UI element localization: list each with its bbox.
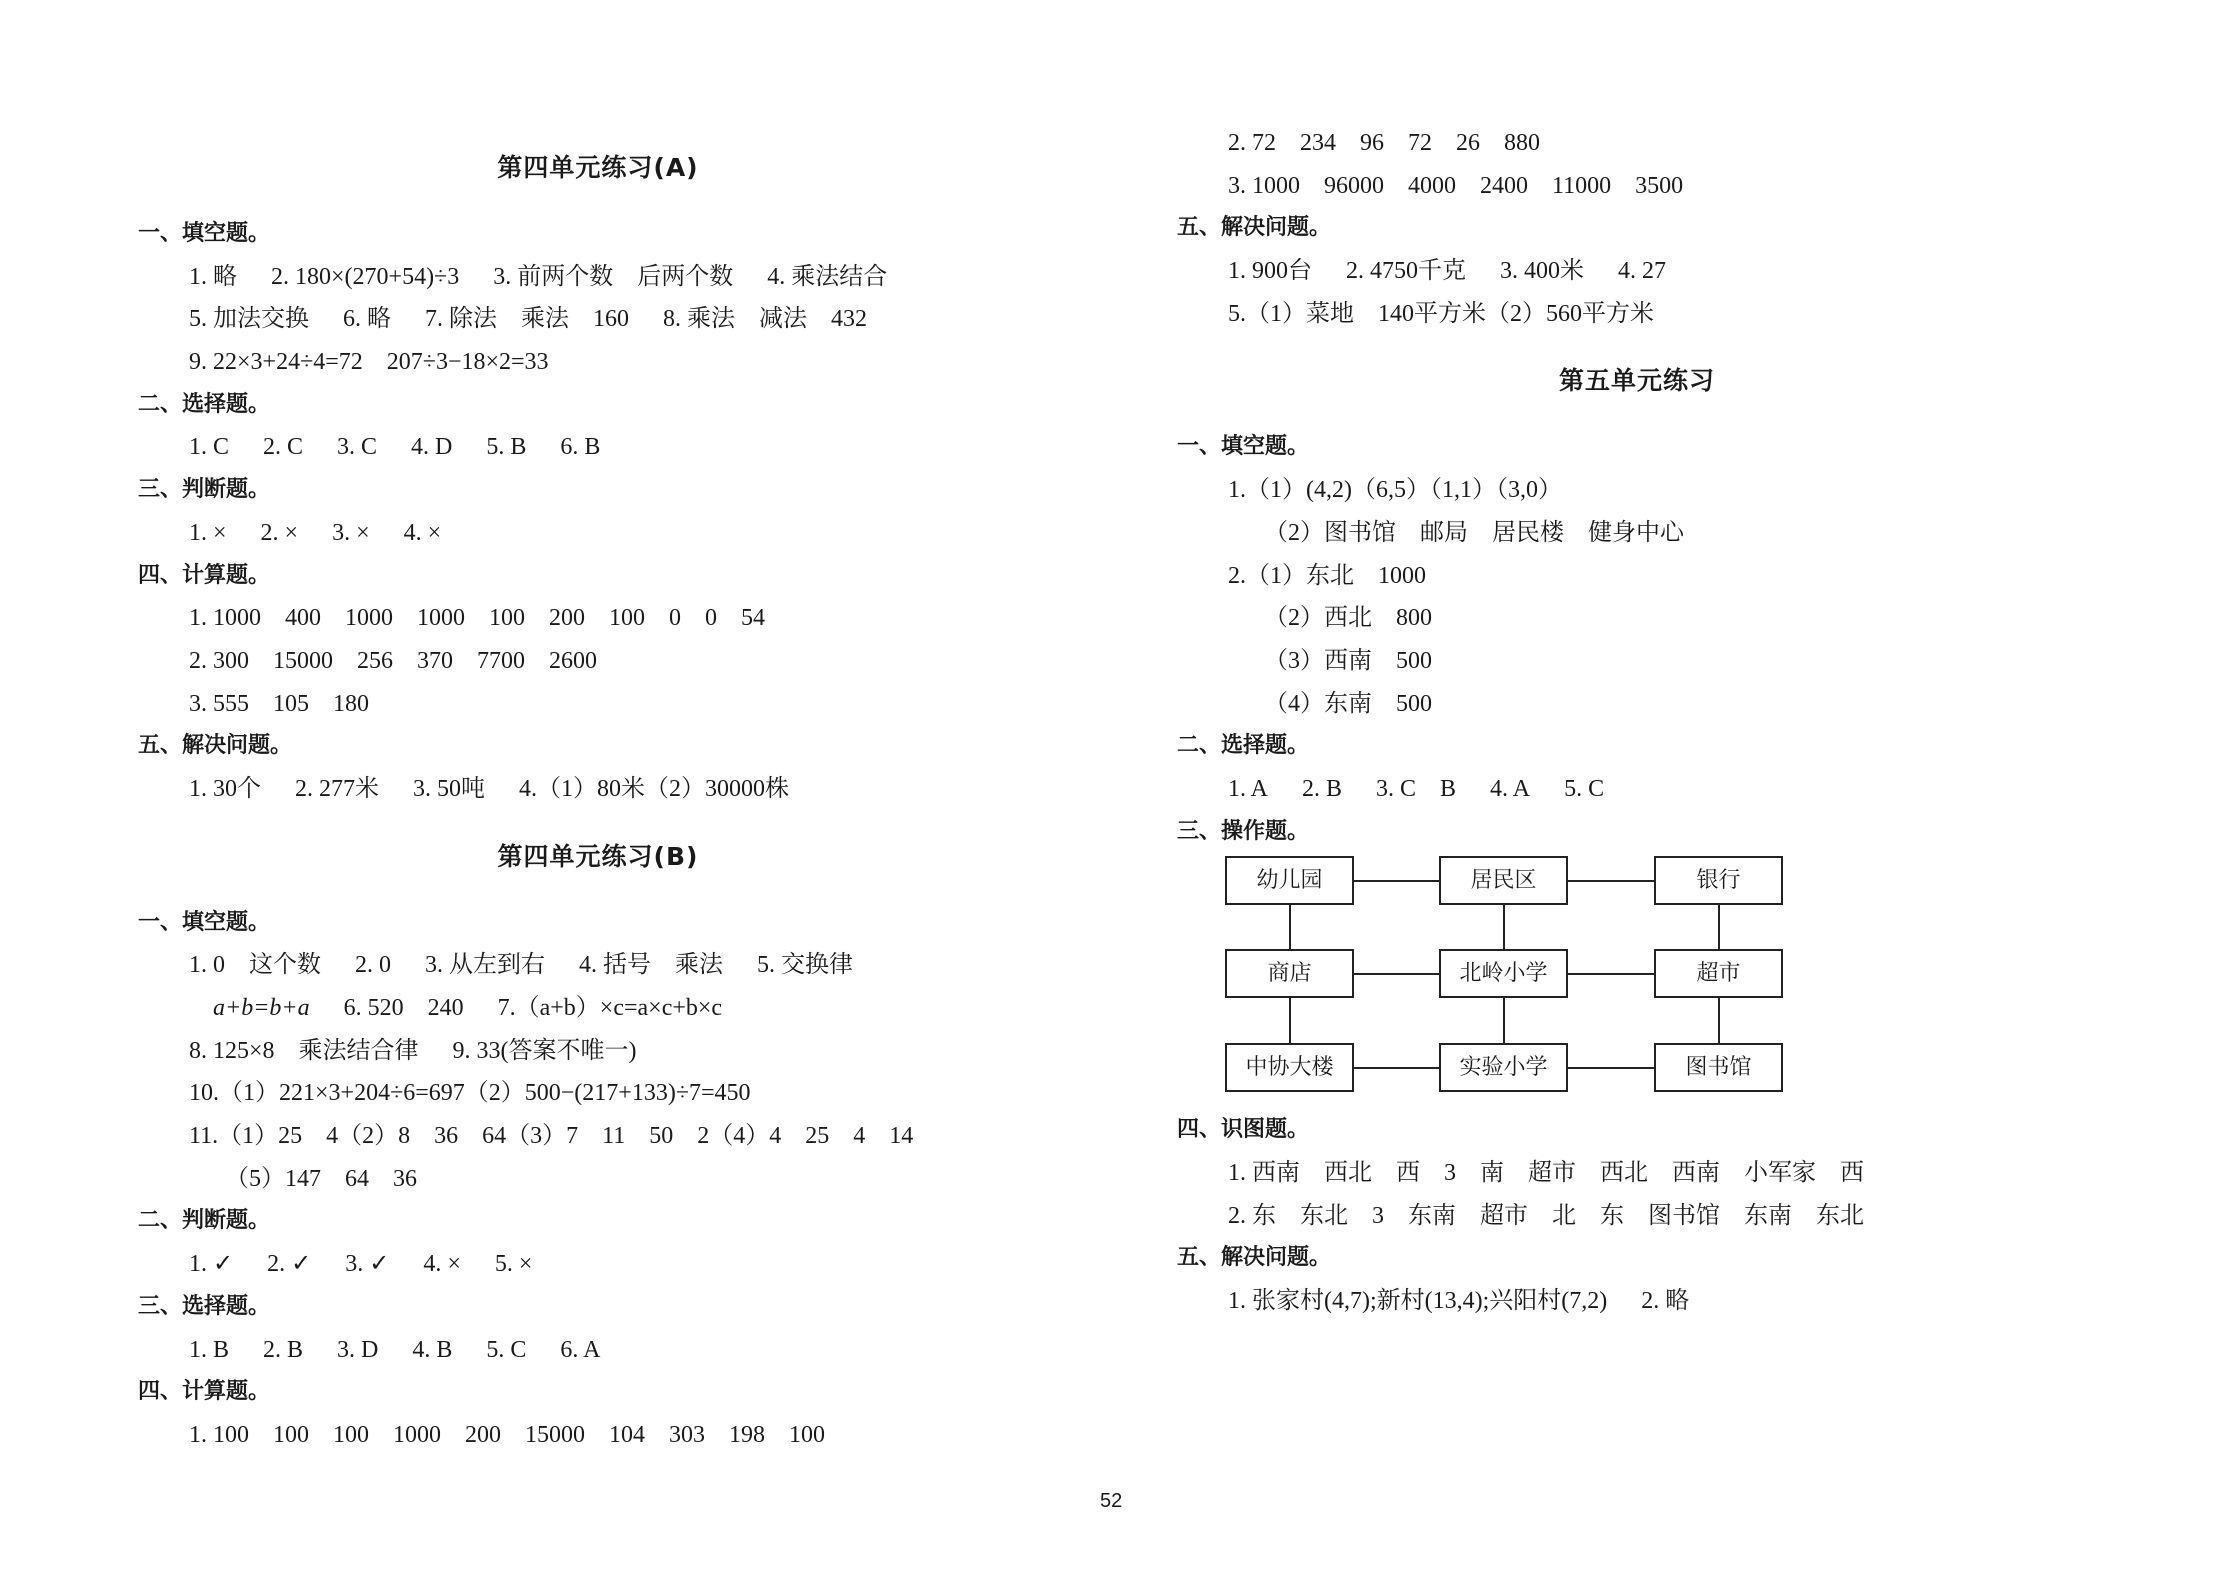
place-box: 银行 (1654, 856, 1783, 905)
question-heading: 三、判断题。 (138, 477, 271, 503)
answer-item: 2. 180×(270+54)÷3 (271, 263, 460, 290)
answer-item: 2. 4750千克 (1346, 258, 1466, 285)
answer-item: 2. C (263, 434, 304, 461)
answer-item: 1. 0 这个数 (189, 952, 321, 979)
answer-item: 3. ✓ (345, 1251, 390, 1278)
answer-item: 1. 张家村(4,7);新村(13,4);兴阳村(7,2) (1228, 1288, 1608, 1315)
answer-item: 1. 1000 400 1000 1000 100 200 100 0 0 54 (189, 605, 765, 632)
answer-item: 1. 30个 (189, 775, 261, 802)
answer-item: 2. B (263, 1336, 304, 1363)
answer-item: 1. B (189, 1336, 230, 1363)
answer-line (1177, 122, 2077, 165)
answer-item: 5. C (486, 1336, 527, 1363)
answer-line (1177, 597, 2077, 640)
answer-item: 2. B (1302, 775, 1343, 802)
connector-line (1289, 998, 1291, 1043)
page-number: 52 (1100, 1490, 1123, 1512)
answer-line (138, 1414, 1098, 1457)
question-heading: 三、选择题。 (138, 1293, 271, 1319)
answer-line (138, 298, 1098, 341)
answer-item: 2. 277米 (295, 775, 379, 802)
section-title: 第四单元练习(B) (497, 841, 699, 871)
answer-line (138, 341, 1098, 384)
answer-item: 2. 300 15000 256 370 7700 2600 (189, 647, 597, 674)
answer-item: 5.（1）菜地 140平方米（2）560平方米 (1228, 300, 1654, 327)
connector-line (1718, 998, 1720, 1043)
place-box: 北岭小学 (1439, 949, 1568, 998)
question-heading: 一、填空题。 (138, 221, 271, 246)
answer-line (138, 1115, 1098, 1158)
answer-item: （3）西南 500 (1264, 647, 1432, 674)
answer-item: 4. × (423, 1251, 461, 1278)
answer-item: 1. 900台 (1228, 258, 1312, 285)
answer-item: （5）147 64 36 (225, 1165, 417, 1192)
answer-item: 1. 西南 西北 西 3 南 超市 西北 西南 小军家 西 (1228, 1160, 1864, 1186)
question-heading: 四、计算题。 (138, 1379, 271, 1405)
answer-item: 7.（a+b）×c=a×c+b×c (497, 995, 723, 1021)
place-box: 中协大楼 (1225, 1043, 1354, 1092)
left-column (138, 122, 1098, 1457)
answer-item: 2. 东 东北 3 东南 超市 北 东 图书馆 东南 东北 (1228, 1202, 1864, 1229)
answer-item: 1. × (189, 519, 227, 546)
answer-item: 3. 从左到右 (425, 952, 545, 979)
answer-item: 4. A (1490, 775, 1531, 802)
connector-line (1718, 905, 1720, 949)
answer-item: 5. 交换律 (757, 952, 853, 979)
right-column (1177, 122, 2077, 1323)
answer-line (1177, 1152, 2077, 1195)
answer-line (138, 512, 1098, 555)
answer-item: 1. ✓ (189, 1251, 234, 1278)
answer-line (138, 987, 1098, 1030)
answer-item: 3. 1000 96000 4000 2400 11000 3500 (1228, 172, 1684, 199)
answer-item: 3. × (332, 519, 370, 546)
answer-item: 1. 100 100 100 1000 200 15000 104 303 198 100 (189, 1421, 825, 1448)
connector-line (1354, 880, 1439, 882)
question-heading: 二、选择题。 (1177, 733, 1310, 759)
answer-line (1177, 683, 2077, 726)
answer-line (1177, 640, 2077, 683)
answer-item: 11.（1）25 4（2）8 36 64（3）7 11 50 2（4）4 25 4 14 (189, 1123, 914, 1150)
answer-line (1177, 768, 2077, 811)
answer-item: 3. D (337, 1336, 379, 1363)
answer-item: a+b=b+a (213, 995, 310, 1021)
section-title: 第四单元练习(A) (497, 153, 699, 182)
answer-item: 8. 125×8 乘法结合律 (189, 1037, 419, 1064)
answer-line (138, 1030, 1098, 1073)
connector-line (1354, 1067, 1439, 1069)
answer-line (138, 683, 1098, 726)
route-diagram (1177, 853, 2077, 1109)
answer-item: 2. × (260, 519, 299, 546)
answer-item: 2. 0 (355, 952, 391, 979)
answer-line (138, 768, 1098, 811)
answer-line (138, 426, 1098, 469)
answer-item: 4.（1）80米（2）30000株 (519, 775, 789, 802)
answer-item: 1.（1）(4,2)（6,5）（1,1）（3,0） (1228, 477, 1562, 504)
answer-item: 9. 22×3+24÷4=72 207÷3−18×2=33 (189, 349, 549, 376)
answer-item: 3. C (337, 434, 378, 461)
answer-item: 5. C (1564, 775, 1605, 802)
question-heading: 五、解决问题。 (1177, 215, 1332, 241)
question-heading: 二、选择题。 (138, 391, 271, 417)
question-heading: 一、填空题。 (138, 909, 271, 935)
answer-line (138, 1072, 1098, 1115)
connector-line (1568, 1067, 1654, 1069)
answer-line (1177, 1280, 2077, 1323)
place-box: 超市 (1654, 949, 1783, 998)
answer-item: 7. 除法 乘法 160 (425, 306, 629, 333)
answer-line (1177, 165, 2077, 208)
answer-item: 4. 27 (1618, 258, 1666, 285)
answer-line (138, 944, 1098, 987)
answer-line (1177, 250, 2077, 293)
answer-item: 5. × (494, 1251, 533, 1278)
answer-item: （2）图书馆 邮局 居民楼 健身中心 (1264, 519, 1684, 546)
answer-item: 4. D (411, 434, 453, 461)
connector-line (1568, 880, 1654, 882)
answer-item: 5. B (486, 434, 527, 461)
answer-line (138, 1243, 1098, 1286)
question-heading: 四、识图题。 (1177, 1117, 1310, 1143)
answer-line (1177, 1195, 2077, 1238)
place-box: 居民区 (1439, 856, 1568, 905)
answer-item: 4. 括号 乘法 (579, 952, 723, 979)
answer-item: 9. 33(答案不唯一) (452, 1037, 637, 1064)
answer-item: 4. × (403, 519, 442, 546)
connector-line (1289, 905, 1291, 949)
place-box: 实验小学 (1439, 1043, 1568, 1092)
answer-item: 2.（1）东北 1000 (1228, 562, 1426, 589)
question-heading: 二、判断题。 (138, 1208, 271, 1234)
answer-item: （4）东南 500 (1264, 690, 1432, 717)
question-heading: 五、解决问题。 (1177, 1245, 1332, 1271)
connector-line (1503, 905, 1505, 949)
answer-line (138, 597, 1098, 640)
answer-line (1177, 469, 2077, 512)
answer-line (138, 1158, 1098, 1201)
answer-item: 6. 520 240 (343, 995, 464, 1021)
answer-item: 1. A (1228, 775, 1269, 802)
answer-line (138, 640, 1098, 683)
answer-item: 5. 加法交换 (189, 306, 309, 333)
answer-line (138, 1329, 1098, 1372)
answer-item: 3. 前两个数 后两个数 (493, 263, 734, 290)
answer-item: （2）西北 800 (1264, 605, 1432, 632)
answer-item: 10.（1）221×3+204÷6=697（2）500−(217+133)÷7=450 (189, 1080, 751, 1107)
answer-item: 3. 400米 (1500, 258, 1584, 285)
answer-item: 2. 略 (1641, 1288, 1690, 1315)
answer-item: 6. B (560, 434, 601, 461)
answer-item: 3. 555 105 180 (189, 690, 369, 717)
question-heading: 三、操作题。 (1177, 818, 1310, 844)
answer-item: 1. C (189, 434, 230, 461)
answer-item: 6. A (560, 1336, 601, 1363)
section-title: 第五单元练习 (1558, 366, 1715, 396)
question-heading: 五、解决问题。 (138, 733, 293, 759)
answer-item: 4. 乘法结合 (767, 263, 888, 290)
answer-item: 3. C B (1376, 775, 1457, 802)
place-box: 图书馆 (1654, 1043, 1783, 1092)
connector-line (1568, 973, 1654, 975)
connector-line (1354, 973, 1439, 975)
question-heading: 一、填空题。 (1177, 434, 1310, 460)
answer-item: 8. 乘法 减法 432 (663, 306, 867, 333)
place-box: 幼儿园 (1225, 856, 1354, 905)
answer-item: 3. 50吨 (413, 775, 485, 802)
answer-item: 1. 略 (189, 263, 237, 290)
answer-item: 2. ✓ (267, 1251, 312, 1278)
answer-item: 6. 略 (343, 306, 391, 333)
answer-line (138, 256, 1098, 299)
answer-item: 4. B (412, 1336, 453, 1363)
question-heading: 四、计算题。 (138, 562, 271, 588)
connector-line (1503, 998, 1505, 1043)
answer-line (1177, 555, 2077, 598)
answer-item: 2. 72 234 96 72 26 880 (1228, 130, 1540, 156)
place-box: 商店 (1225, 949, 1354, 998)
answer-line (1177, 293, 2077, 336)
answer-line (1177, 512, 2077, 555)
